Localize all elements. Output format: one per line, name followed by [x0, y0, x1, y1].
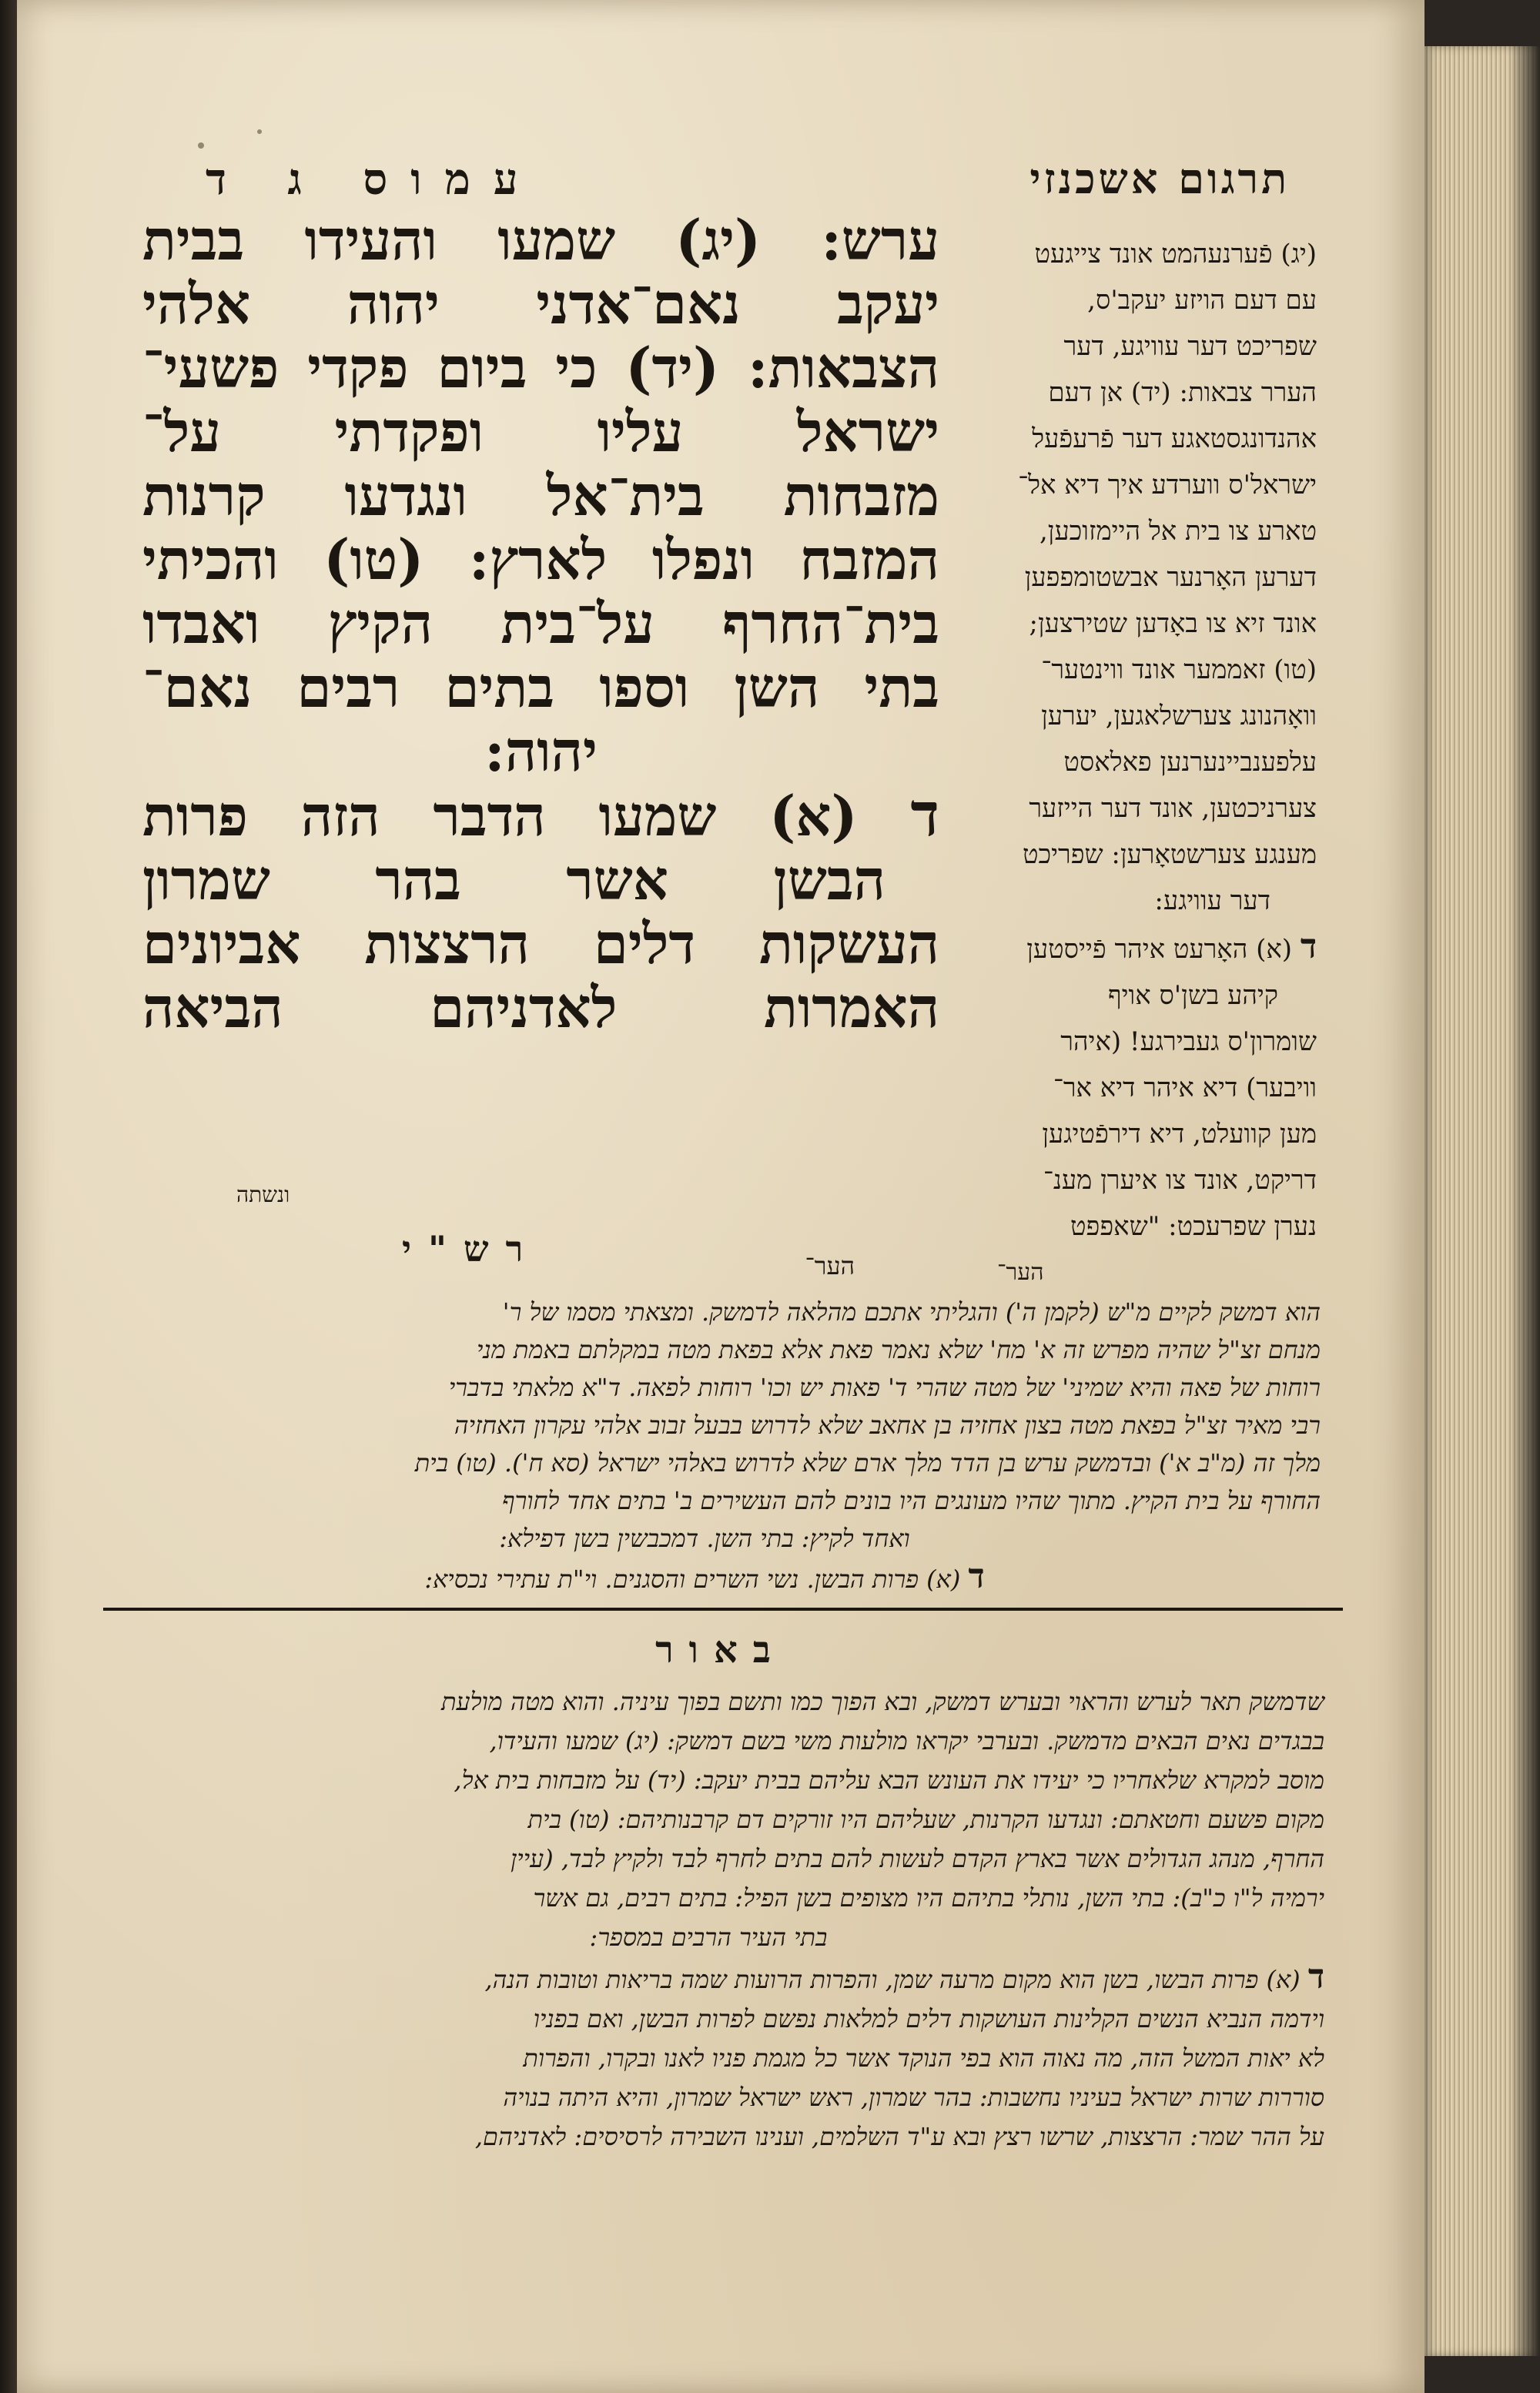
biur-line: החרף, מנהג הגדולים אשר בארץ הקדם לעשות להם בתים לחרף לבד ולקיץ לבד, (עיין	[511, 1844, 1324, 1873]
targum-column	[982, 231, 1317, 1296]
targum-line: עלפענביינערנען פאלאסט	[1063, 747, 1317, 778]
biur-line: על ההר שמר: הרצצות, שרשו רצץ ובא ע"ד השלמים, וענינו השבירה לרסיסים: לאדניהם,	[474, 2122, 1324, 2151]
book-chapter-header: עמוס ג ד	[206, 154, 541, 205]
targum-line: קיהע בשן'ס אויף	[1108, 980, 1278, 1011]
biur-line: (א) פרות הבשו, בשן הוא מקום מרעה שמן, והפרות הרועות שמה בריאות וטובות הנה,	[484, 1965, 1301, 1994]
verse-line: הצבאות: (יד) כי ביום פקדי פשעי־	[142, 335, 939, 400]
bible-catchword: ונשתה	[236, 1182, 290, 1207]
chapter-letter: ד	[910, 780, 939, 850]
targum-line: הערר צבאות: (יד) אן דעם	[1048, 377, 1317, 408]
targum-line: מען קוועלט, דיא דירפֿטיגען	[1042, 1119, 1317, 1150]
page-edges	[1424, 46, 1540, 2356]
section-divider	[103, 1608, 1343, 1611]
divine-name-line: יהוה:	[484, 718, 598, 784]
rashi-line: מנחם זצ"ל שהיה מפרש זה א' מח' שלא נאמר פאת אלא בפאת מטה במקלתם באמת מני	[476, 1335, 1321, 1364]
targum-line: דערען האָרנער אבשטומפפען	[1024, 562, 1317, 593]
book-page	[17, 0, 1424, 2393]
targum-line: (טו) זאממער אונד ווינטער־	[1041, 654, 1317, 685]
targum-line: וואָהנונג צערשלאגען, יערען	[1041, 701, 1317, 731]
verse-line: בית־החרף על־בית הקיץ ואבדו	[142, 591, 939, 656]
biur-line: סוררות שרות ישראל בעיניו נחשבות: בהר שמרון, ראש ישראל שמרון, והיא היתה בנויה	[503, 2083, 1324, 2112]
targum-line: אונד זיא צו באָדען שטירצען;	[1029, 608, 1317, 639]
targum-catchword: הער־	[997, 1259, 1044, 1286]
verse-line: בתי השן וספו בתים רבים נאם־	[142, 654, 939, 720]
verse-line: ערש: (יג) שמעו והעידו בבית	[142, 207, 939, 273]
biur-commentary	[92, 1682, 1324, 2157]
verse-line: המזבח ונפלו לארץ: (טו) והכיתי	[142, 527, 939, 592]
rashi-chapter-line	[89, 1558, 1321, 1598]
biur-line: מוסב למקרא שלאחריו כי יעידו את העונש הבא עליהם בבית יעקב: (יד) על מזבחות בית אל,	[454, 1765, 1324, 1795]
verse-line: מזבחות בית־אל ונגדעו קרנות	[142, 463, 939, 528]
rashi-line: הוא דמשק לקיים מ"ש (לקמן ה') והגליתי אתכם מהלאה לדמשק. ומצאתי מסמו של ר'	[502, 1297, 1321, 1327]
targum-line: (יג) פֿערנעהמט אונד צייגעט	[1034, 239, 1317, 269]
rashi-line: רוחות של פאה והיא שמיני' של מטה שהרי ד' פאות יש וכו' רוחות לפאה. ד"א מלאתי בדברי	[448, 1373, 1321, 1402]
ink-spot	[198, 142, 204, 149]
rashi-line: (א) פרות הבשן. נשי השרים והסגנים. וי"ת עתירי נכסיא:	[424, 1565, 961, 1594]
rashi-title: רש"י	[402, 1228, 541, 1270]
bible-text	[142, 208, 939, 1039]
rashi-commentary	[89, 1294, 1321, 1598]
biur-title: באור	[655, 1628, 786, 1672]
verse-line: הבשן אשר בהר שמרון	[142, 847, 886, 912]
verse-line: ישראל עליו ופקדתי על־	[142, 399, 939, 464]
biur-line: ירמיה ל"ו כ"ב): בתי השן, נותלי בתיהם היו מצופים בשן הפיל: בתים רבים, גם אשר	[533, 1883, 1324, 1913]
rashi-catchword: הער־	[805, 1251, 855, 1280]
targum-header: תרגום אשכנזי	[1029, 154, 1290, 203]
targum-line: וויבער) דיא איהר דיא אר־	[1053, 1073, 1317, 1103]
verse-line: האמרות לאדניהם הביאה	[142, 975, 939, 1040]
biur-line: מקום פשעם וחטאתם: ונגדעו הקרנות, שעליהם היו זורקים דם קרבנותיהם: (טו) בית	[527, 1805, 1324, 1834]
rashi-line: החורף על בית הקיץ. מתוך שהיו מעונגים היו בונים להם העשירים ב' בתים אחד לחורף	[502, 1486, 1321, 1515]
targum-line: מענגע צערשטאָרען: שפריכט	[1022, 839, 1317, 870]
biur-line: בבגדים נאים הבאים מדמשק. ובערבי יקראו מולעות משי בשם דמשק: (יג) שמעו והעידו,	[489, 1726, 1324, 1755]
targum-line: ישראל'ס ווערדע איך דיא אל־	[1018, 470, 1317, 500]
verse-line: העשקות דלים הרצצות אביונים	[142, 911, 939, 976]
targum-line: שפריכט דער עוויגע, דער	[1063, 331, 1317, 362]
book-binding-edge	[0, 0, 17, 2393]
biur-line: שדמשק תאר לערש והראוי ובערש דמשק, ובא הפוך כמו ותשם בפוך עיניה. והוא מטה מולעת	[441, 1687, 1324, 1716]
chapter-letter: ד	[1307, 1957, 1324, 1996]
chapter-letter: ד	[1300, 927, 1317, 966]
chapter-letter: ד	[968, 1557, 985, 1596]
biur-chapter-line	[92, 1957, 1324, 2000]
targum-line: צערניכטען, אונד דער הייזער	[1029, 793, 1317, 824]
targum-chapter-line	[982, 924, 1317, 972]
rashi-line: מלך זה (מ"ב א') ובדמשק ערש בן הדד מלך ארם שלא לדרוש באלהי ישראל (סא ח'). (טו) בית	[414, 1448, 1321, 1478]
ink-spot	[257, 129, 262, 134]
targum-line: דריקט, אונד צו איערן מענ־	[1043, 1165, 1317, 1196]
verse-line: (א) שמעו הדבר הזה פרות	[142, 783, 858, 848]
targum-line: אהנדונגסטאגע דער פֿרעפֿעל	[1032, 423, 1317, 454]
targum-line: עם דעם הויזע יעקב'ס,	[1087, 285, 1317, 316]
chapter-start-line	[142, 780, 939, 850]
rashi-line: ואחד לקיץ: בתי השן. דמכבשין בשן דפילא:	[499, 1524, 910, 1553]
targum-line: נערן שפרעכט: "שאפפט	[1070, 1211, 1317, 1242]
biur-line: בתי העיר הרבים במספר:	[589, 1923, 828, 1952]
targum-line: (א) האָרעט איהר פֿייסטען	[1026, 934, 1293, 965]
targum-line: טארע צו בית אל היימזוכען,	[1039, 516, 1317, 547]
biur-line: וידמה הנביא הנשים הקלינות העושקות דלים למלאות נפשם לפרות הבשן, ואם בפניו	[533, 2004, 1324, 2033]
targum-line: שומרון'ס געבירגע! (איהר	[1060, 1026, 1317, 1057]
biur-line: לא יאות המשל הזה, מה נאוה הוא בפי הנוקד אשר כל מגמת פניו לאנו ובקרו, והפרות	[523, 2043, 1324, 2073]
targum-line: דער עוויגע:	[1154, 885, 1270, 916]
verse-line: יעקב נאם־אדני יהוה אלהי	[142, 271, 939, 336]
rashi-line: רבי מאיר זצ"ל בפאת מטה בצון אחזיה בן אחאב שלא לדרוש בבעל זבוב אלהי עקרון האחזיה	[454, 1411, 1321, 1440]
